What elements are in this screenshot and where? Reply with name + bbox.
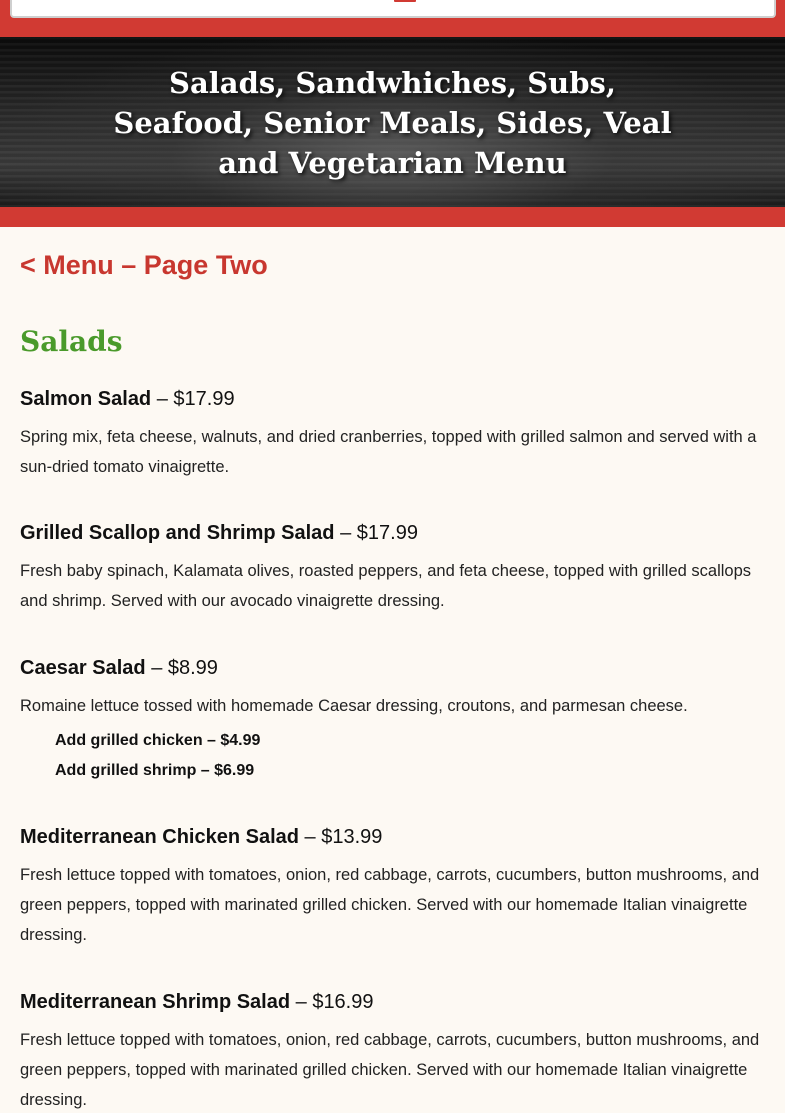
item-price: – $17.99	[334, 522, 418, 544]
item-description: Romaine lettuce tossed with homemade Caesar dressing, croutons, and parmesan cheese.	[20, 697, 688, 715]
menu-item-salmon-salad	[20, 384, 765, 482]
red-divider-band	[0, 207, 785, 227]
addon-grilled-shrimp: Add grilled shrimp – $6.99	[55, 762, 255, 779]
hamburger-menu-icon[interactable]	[394, 0, 416, 6]
menu-item-caesar-salad	[20, 653, 765, 721]
nav-bar	[10, 0, 776, 18]
section-title-salads: Salads	[20, 325, 123, 358]
top-red-bar	[0, 0, 785, 37]
item-price: – $13.99	[298, 826, 383, 848]
page-title: Salads, Sandwhiches, Subs, Seafood, Senior Meals, Sides, Veal and Vegetarian Menu	[113, 66, 672, 180]
item-name: Mediterranean Chicken Salad	[20, 826, 299, 848]
item-price: – $17.99	[151, 388, 235, 410]
hero-banner	[0, 37, 785, 207]
menu-item-mediterranean-chicken-salad	[20, 822, 765, 950]
menu-item-mediterranean-shrimp-salad	[20, 987, 765, 1113]
back-to-menu-page-two-link[interactable]: < Menu – Page Two	[20, 250, 268, 280]
item-price: – $16.99	[290, 991, 374, 1013]
item-description: Fresh lettuce topped with tomatoes, onion, red cabbage, carrots, cucumbers, button mushrooms, and green peppers, topped with marinated grilled chicken. Served with our homemade Italian vinaigrette dressing.	[20, 866, 760, 944]
item-name: Caesar Salad	[20, 657, 146, 679]
item-name: Grilled Scallop and Shrimp Salad	[20, 522, 335, 544]
item-description: Fresh baby spinach, Kalamata olives, roasted peppers, and feta cheese, topped with grilled scallops and shrimp. Served with our avocado vinaigrette dressing.	[20, 562, 752, 610]
item-description: Spring mix, feta cheese, walnuts, and dried cranberries, topped with grilled salmon and served with a sun-dried tomato vinaigrette.	[20, 428, 757, 476]
menu-item-grilled-scallop-shrimp-salad	[20, 518, 765, 616]
item-name: Mediterranean Shrimp Salad	[20, 991, 291, 1013]
item-description: Fresh lettuce topped with tomatoes, onion, red cabbage, carrots, cucumbers, button mushrooms, and green peppers, topped with marinated grilled chicken. Served with our homemade Italian vinaigrette dressing.	[20, 1031, 760, 1109]
addon-grilled-chicken: Add grilled chicken – $4.99	[55, 732, 261, 749]
item-price: – $8.99	[145, 657, 218, 679]
item-name: Salmon Salad	[20, 388, 152, 410]
